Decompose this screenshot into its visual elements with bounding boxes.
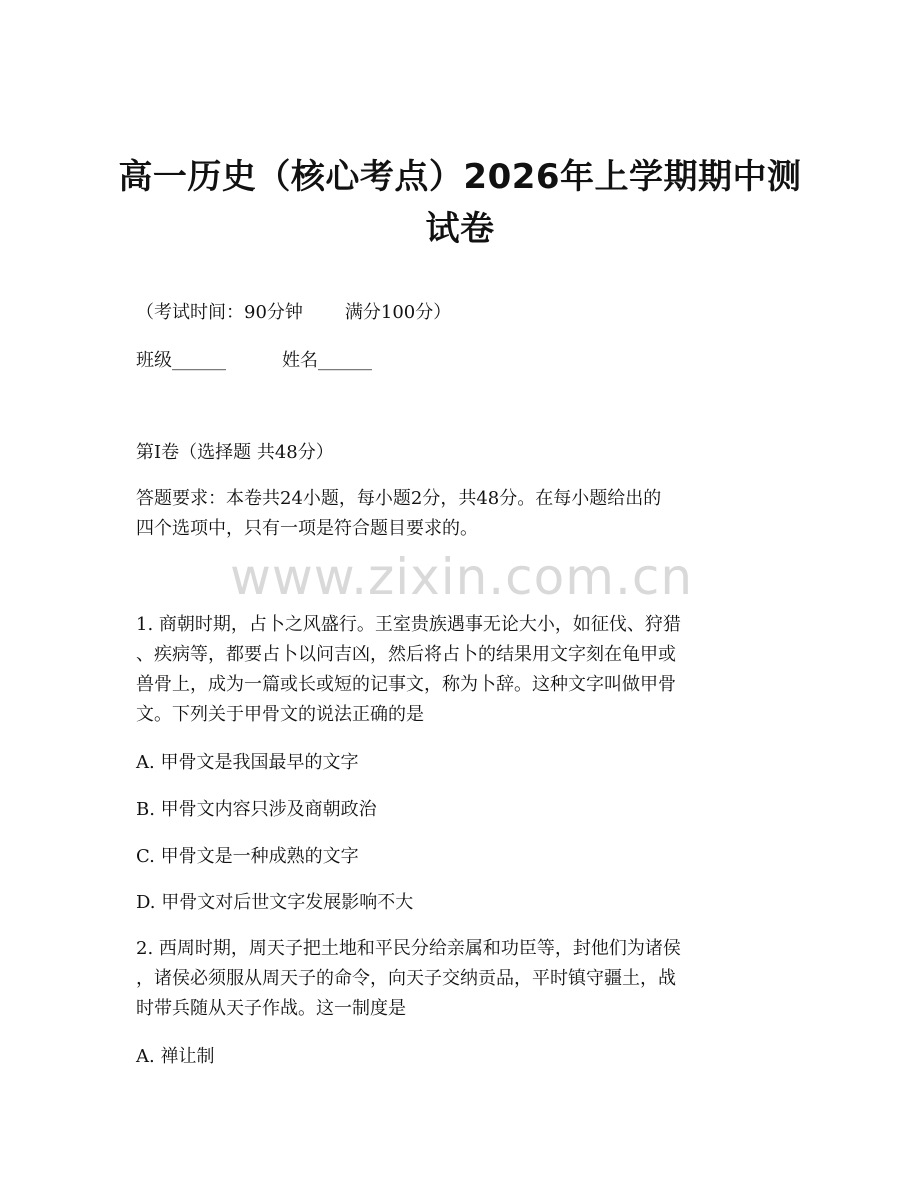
question-stem-line: 1. 商朝时期，占卜之风盛行。王室贵族遇事无论大小，如征伐、狩猎 [136, 614, 681, 635]
question-2-stem [136, 934, 786, 1024]
exam-title-line-1: 高一历史（核心考点）2026年上学期期中测 [118, 157, 802, 197]
question-stem-line: ，诸侯必须服从周天子的命令，向天子交纳贡品，平时镇守疆土，战 [136, 968, 676, 989]
exam-info [136, 298, 786, 328]
question-stem-line: 时带兵随从天子作战。这一制度是 [136, 998, 406, 1019]
question-1-option-a: A. 甲骨文是我国最早的文字 [136, 752, 359, 773]
student-info [136, 346, 786, 376]
section-heading: 第Ⅰ卷（选择题 共48分） [136, 442, 334, 463]
question-1-option-d: D. 甲骨文对后世文字发展影响不大 [136, 892, 414, 913]
instruction-line: 四个选项中，只有一项是符合题目要求的。 [136, 518, 478, 539]
name-field: 姓名______ [282, 350, 372, 371]
exam-score: 满分100分） [344, 302, 452, 323]
exam-title [100, 151, 820, 255]
question-1-option-b: B. 甲骨文内容只涉及商朝政治 [136, 799, 377, 820]
watermark-text: www.zixin.com.cn [230, 548, 694, 606]
exam-time: （考试时间：90分钟 [136, 302, 303, 323]
class-field: 班级______ [136, 350, 226, 371]
question-1-option-c: C. 甲骨文是一种成熟的文字 [136, 846, 359, 867]
question-1-stem [136, 610, 786, 730]
exam-title-line-2: 试卷 [425, 209, 495, 249]
question-stem-line: 文。下列关于甲骨文的说法正确的是 [136, 704, 424, 725]
question-2-option-a: A. 禅让制 [136, 1046, 215, 1067]
question-stem-line: 兽骨上，成为一篇或长或短的记事文，称为卜辞。这种文字叫做甲骨 [136, 674, 676, 695]
instruction-line: 答题要求：本卷共24小题，每小题2分，共48分。在每小题给出的 [136, 488, 662, 509]
section-instructions [136, 484, 786, 544]
question-stem-line: 2. 西周时期，周天子把土地和平民分给亲属和功臣等，封他们为诸侯 [136, 938, 681, 959]
question-stem-line: 、疾病等，都要占卜以问吉凶，然后将占卜的结果用文字刻在龟甲或 [136, 644, 676, 665]
